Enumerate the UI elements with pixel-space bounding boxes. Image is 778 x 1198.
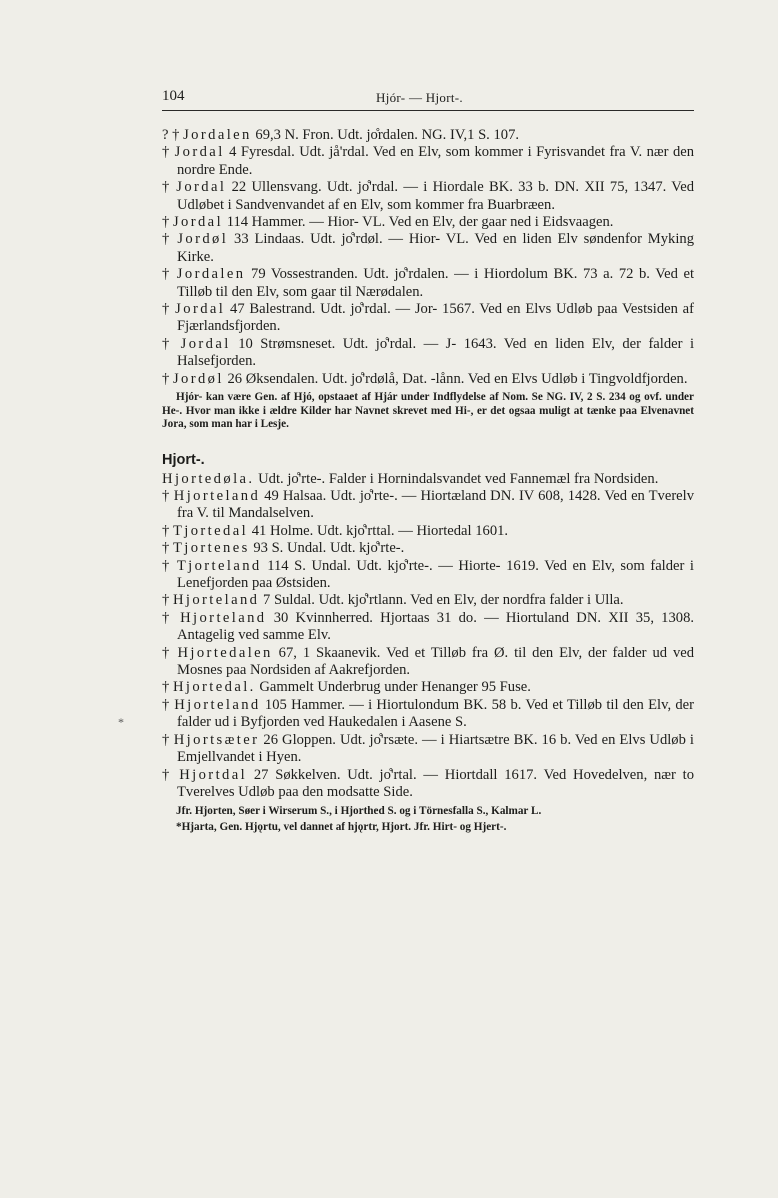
entry-mark: †: [162, 301, 171, 318]
entry: [162, 231, 694, 266]
entry-text: 114 S. Undal. Udt. kjo̊'rte-. — Hiorte- 1619. Ved en Elv, som falder i Lenefjorden paa Østsiden.: [177, 557, 694, 592]
entry-head: Tjorteland: [176, 557, 262, 574]
note-jfr: Jfr. Hjorten, Søer i Wirserum S., i Hjorthed S. og i Törnesfalla S., Kalmar L.: [176, 805, 542, 818]
entry: [162, 645, 694, 680]
margin-mark: *: [118, 715, 124, 729]
entry-head: Hjortedøla.: [162, 470, 255, 487]
entry-text: 26 Gloppen. Udt. jo̊'rsæte. — i Hiartsætre BK. 16 b. Ved en Elvs Udløb i Emjellvandet i Hyen.: [177, 731, 694, 766]
entry: [162, 732, 694, 767]
entry-mark: †: [162, 370, 170, 387]
entry-mark: †: [162, 214, 170, 231]
entry-head: Jordøl: [172, 370, 224, 387]
entry: [162, 540, 694, 557]
entry-mark: †: [162, 488, 170, 504]
entry-head: Hjorteland: [172, 592, 260, 609]
entry: [162, 471, 694, 488]
entry: [162, 767, 694, 802]
entry-head: Jordalen: [176, 266, 246, 283]
note-hjarta: *Hjarta, Gen. Hjǫrtu, vel dannet af hjǫrtr, Hjort. Jfr. Hirt- og Hjert-.: [176, 820, 507, 833]
entry: [162, 127, 694, 144]
entry-head: Jordal: [180, 335, 231, 352]
entry-text: 30 Kvinnherred. Hjortaas 31 do. — Hiortuland DN. XII 35, 1308. Antagelig ved samme Elv.: [177, 609, 695, 644]
entry-text: Gammelt Underbrug under Henanger 95 Fuse.: [259, 679, 531, 696]
entry-mark: †: [162, 644, 172, 661]
hjort-entry-list: [162, 471, 694, 802]
entry-mark: †: [162, 231, 172, 248]
entry: [162, 610, 694, 645]
entry-head: Hjorteland: [174, 696, 261, 713]
entry: [162, 336, 694, 371]
entry-head: Hjorteland: [180, 609, 267, 626]
entry-text: 93 S. Undal. Udt. kjo̊'rte-.: [253, 540, 405, 557]
entry-text: 26 Øksendalen. Udt. jo̊'rdølå, Dat. -lånn. Ved en Elvs Udløb i Tingvoldfjorden.: [227, 370, 688, 387]
entry-text: 67, 1 Skaanevik. Ved et Tilløb fra Ø. til den Elv, der falder ud ved Mosnes paa Nordsiden af Aakrefjorden.: [177, 644, 695, 679]
entry-text: 69,3 N. Fron. Udt. jo̊rdalen. NG. IV,1 S. 107.: [255, 127, 520, 143]
entry-head: Jordal: [172, 214, 224, 231]
entry-mark: †: [162, 679, 170, 696]
entry-mark: ? †: [162, 127, 180, 143]
entry-head: Jordalen: [183, 127, 252, 143]
section-title: Hjort-.: [162, 451, 205, 468]
entry-head: Jordøl: [177, 231, 229, 248]
entry-head: Jordal: [176, 179, 227, 196]
page-body: [162, 127, 694, 834]
entry-mark: †: [162, 696, 170, 713]
entry: [162, 179, 694, 214]
entry: [162, 301, 694, 336]
entry-text: 7 Suldal. Udt. kjo̊'rtlann. Ved en Elv, der nordfra falder i Ulla.: [263, 592, 624, 609]
entry-text: 47 Balestrand. Udt. jo̊'rdal. — Jor- 1567. Ved en Elvs Udløb paa Vestsiden af Fjærlandsfjorden.: [177, 301, 695, 335]
entry-mark: †: [162, 731, 170, 748]
entry-mark: †: [162, 144, 171, 161]
entry-mark: †: [162, 609, 173, 626]
entry-head: Jordal: [174, 144, 225, 161]
entry-text: 105 Hammer. — i Hiortulondum BK. 58 b. Ved et Tilløb til den Elv, der falder ud i Byfjorden ved Haukedalen i Aasene S.: [177, 696, 694, 731]
entry-text: 4 Fyresdal. Udt. jå'rdal. Ved en Elv, som kommer i Fyrisvandet fra V. nær den nordre Ende.: [177, 144, 695, 178]
entry-text: 114 Hammer. — Hior- VL. Ved en Elv, der gaar ned i Eidsvaagen.: [226, 214, 614, 231]
page-header: [162, 88, 694, 111]
entry-text: 22 Ullensvang. Udt. jo̊'rdal. — i Hiordale BK. 33 b. DN. XII 75, 1347. Ved Udløbet i Sandvenvandet af en Elv, som kommer fra Buarbræen.: [177, 179, 694, 213]
etymology-note-hjor: Hjór- kan være Gen. af Hjó, opstaaet af Hjár under Indflydelse af Nom. Se NG. IV, 2 S. 234 og ovf. under He-. Hvor man ikke i ældre Kilder har Navnet skrevet med Hi-, er det ogsaa muligt at tænke paa Elvenavnet Jora, som man har i Lesje.: [162, 391, 694, 431]
entry-head: Tjortedal: [172, 522, 249, 539]
entry-mark: †: [162, 766, 173, 783]
entry-text: 10 Strømsneset. Udt. jo̊'rdal. — J- 1643. Ved en liden Elv, der falder i Halsefjorden.: [177, 335, 695, 370]
entry-text: 41 Holme. Udt. kjo̊'rttal. — Hiortedal 1601.: [251, 522, 509, 539]
entry-text: 27 Søkkelven. Udt. jo̊'rtal. — Hiortdall 1617. Ved Hovedelven, nær to Tverelves Udløb paa den modsatte Side.: [177, 766, 695, 800]
entry-head: Hjorteland: [173, 488, 261, 504]
entry-head: Jordal: [175, 301, 226, 318]
entry-mark: †: [162, 557, 172, 574]
entry-text: 49 Halsaa. Udt. jo̊'rte-. — Hiortæland DN. IV 608, 1428. Ved en Tverelv fra V. til Mandalselven.: [177, 488, 695, 522]
entry-head: Hjortedalen: [177, 644, 273, 661]
entry-head: Hjortsæter: [173, 731, 260, 748]
entry-mark: †: [162, 266, 172, 283]
entry-text: 33 Lindaas. Udt. jo̊'rdøl. — Hior- VL. Ved en liden Elv søndenfor Myking Kirke.: [177, 231, 694, 265]
entry-head: Hjortedal.: [172, 679, 256, 696]
entry-mark: †: [162, 179, 171, 196]
entry-head: Tjortenes: [172, 540, 250, 557]
page-number: 104: [162, 88, 185, 104]
entry-mark: †: [162, 592, 170, 609]
entry: [162, 144, 694, 179]
entry: [162, 488, 694, 523]
entry: [162, 523, 694, 540]
entry: [162, 214, 694, 231]
entry-text: 79 Vossestranden. Udt. jo̊'rdalen. — i Hiordolum BK. 73 a. 72 b. Ved et Tilløb til den Elv, som gaar til Nærødalen.: [177, 266, 695, 300]
entry: [162, 679, 694, 696]
entry: [162, 697, 694, 732]
entry: [162, 266, 694, 301]
entry-mark: †: [162, 522, 170, 539]
running-head: Hjór- — Hjort-.: [376, 90, 463, 105]
jord-entry-list: [162, 127, 694, 388]
entry: [162, 558, 694, 593]
entry: [162, 371, 694, 388]
entry: [162, 592, 694, 609]
entry-text: Udt. jo̊'rte-. Falder i Hornindalsvandet ved Fannemæl fra Nordsiden.: [258, 470, 659, 487]
entry-head: Hjortdal: [179, 766, 248, 783]
entry-mark: †: [162, 540, 170, 557]
entry-mark: †: [162, 335, 174, 352]
